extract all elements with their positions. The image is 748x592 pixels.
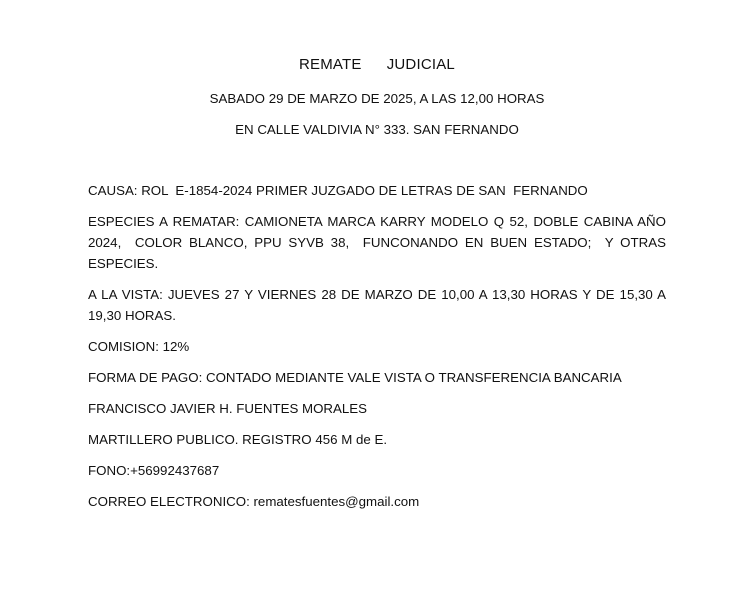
phone-line: FONO:+56992437687 [88,463,220,478]
causa-paragraph: CAUSA: ROL E-1854-2024 PRIMER JUZGADO DE LETRAS DE SAN FERNANDO [88,183,588,198]
document-title: REMATE JUDICIAL [299,56,455,73]
auction-address-line: EN CALLE VALDIVIA N° 333. SAN FERNANDO [235,122,519,137]
vista-paragraph: A LA VISTA: JUEVES 27 Y VIERNES 28 DE MARZO DE 10,00 A 13,30 HORAS Y DE 15,30 A 19,30 HORAS. [88,287,666,323]
martillero-name: FRANCISCO JAVIER H. FUENTES MORALES [88,401,368,416]
auction-date-line: SABADO 29 DE MARZO DE 2025, A LAS 12,00 HORAS [209,91,545,106]
martillero-registro: MARTILLERO PUBLICO. REGISTRO 456 M de E. [88,432,388,447]
especies-paragraph: ESPECIES A REMATAR: CAMIONETA MARCA KARRY MODELO Q 52, DOBLE CABINA AÑO 2024, COLOR BLANCO, PPU SYVB 38, FUNCONANDO EN BUEN ESTADO; Y OTRAS ESPECIES. [88,214,670,271]
forma-pago-paragraph: FORMA DE PAGO: CONTADO MEDIANTE VALE VISTA O TRANSFERENCIA BANCARIA [88,370,622,385]
comision-paragraph: COMISION: 12% [88,339,190,354]
email-line: CORREO ELECTRONICO: rematesfuentes@gmail.com [88,494,420,509]
document-body [88,180,670,522]
